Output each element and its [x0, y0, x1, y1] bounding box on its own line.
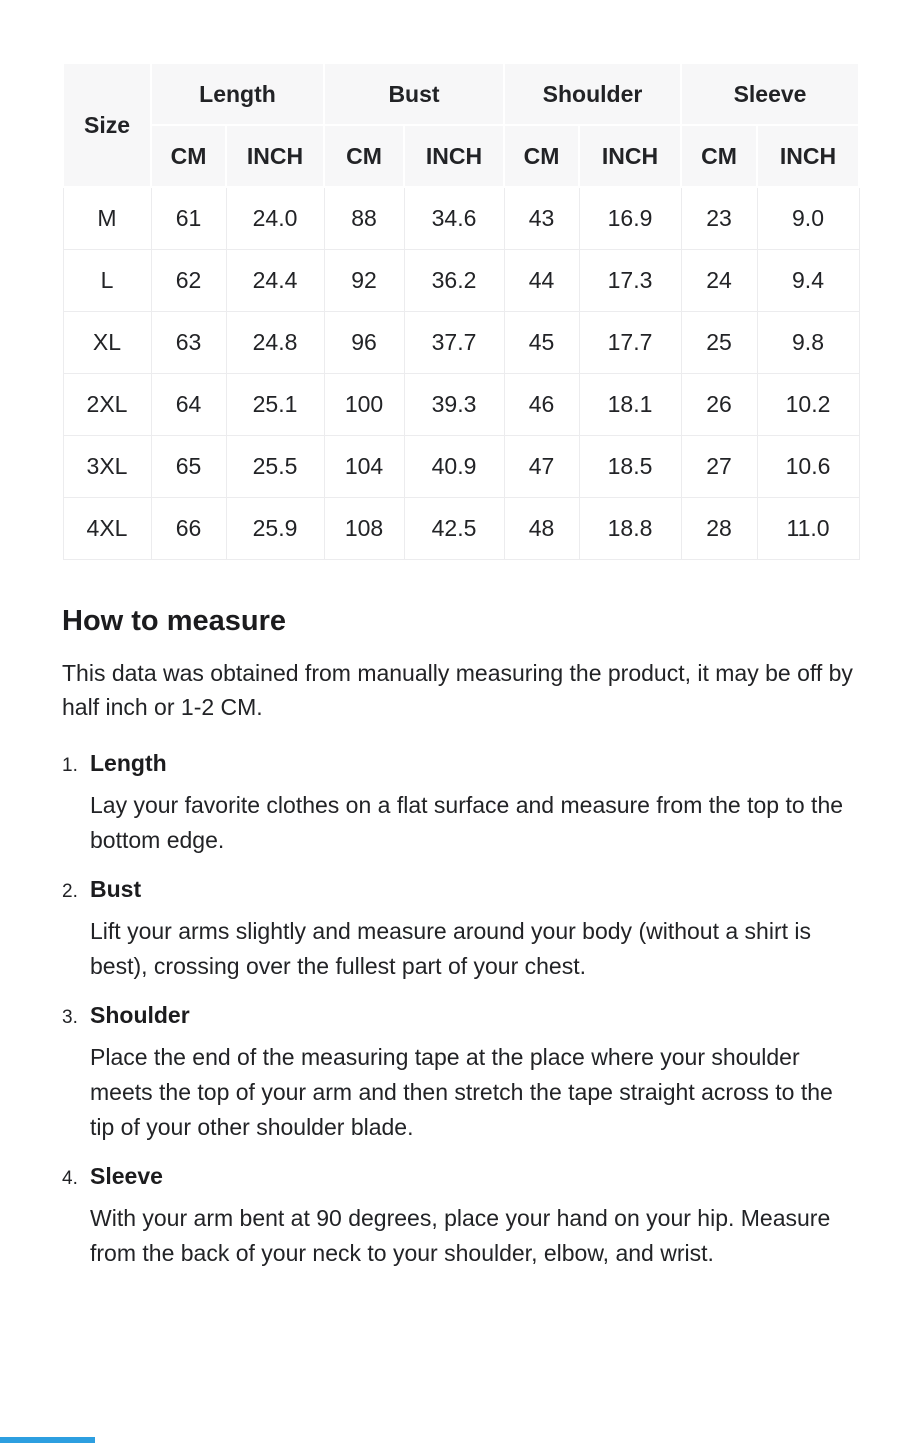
value-cell: 9.0	[757, 187, 859, 249]
size-cell: M	[63, 187, 151, 249]
size-cell: 4XL	[63, 497, 151, 559]
value-cell: 18.5	[579, 435, 681, 497]
list-item-term: Shoulder	[90, 1001, 190, 1028]
value-cell: 23	[681, 187, 757, 249]
column-header-cm: CM	[681, 125, 757, 187]
value-cell: 24.0	[226, 187, 324, 249]
column-header-inch: INCH	[404, 125, 504, 187]
column-group-shoulder: Shoulder	[504, 63, 681, 125]
value-cell: 100	[324, 373, 404, 435]
table-row	[63, 373, 859, 435]
value-cell: 66	[151, 497, 226, 559]
value-cell: 104	[324, 435, 404, 497]
value-cell: 96	[324, 311, 404, 373]
value-cell: 9.8	[757, 311, 859, 373]
value-cell: 34.6	[404, 187, 504, 249]
value-cell: 18.1	[579, 373, 681, 435]
value-cell: 48	[504, 497, 579, 559]
value-cell: 25.5	[226, 435, 324, 497]
column-header-cm: CM	[324, 125, 404, 187]
column-group-sleeve: Sleeve	[681, 63, 859, 125]
value-cell: 44	[504, 249, 579, 311]
list-item-number: 2.	[62, 880, 78, 902]
value-cell: 9.4	[757, 249, 859, 311]
list-item-term: Bust	[90, 875, 142, 902]
value-cell: 61	[151, 187, 226, 249]
value-cell: 26	[681, 373, 757, 435]
value-cell: 43	[504, 187, 579, 249]
value-cell: 65	[151, 435, 226, 497]
value-cell: 24	[681, 249, 757, 311]
list-item-bust	[62, 876, 858, 984]
value-cell: 37.7	[404, 311, 504, 373]
value-cell: 88	[324, 187, 404, 249]
column-header-inch: INCH	[579, 125, 681, 187]
value-cell: 108	[324, 497, 404, 559]
column-group-bust: Bust	[324, 63, 504, 125]
value-cell: 25.1	[226, 373, 324, 435]
column-header-cm: CM	[151, 125, 226, 187]
list-item-number: 1.	[62, 754, 78, 776]
table-header-unit-row	[63, 125, 859, 187]
value-cell: 92	[324, 249, 404, 311]
column-header-cm: CM	[504, 125, 579, 187]
value-cell: 46	[504, 373, 579, 435]
list-item-term: Sleeve	[90, 1162, 163, 1189]
value-cell: 47	[504, 435, 579, 497]
value-cell: 17.3	[579, 249, 681, 311]
size-cell: L	[63, 249, 151, 311]
value-cell: 63	[151, 311, 226, 373]
value-cell: 10.2	[757, 373, 859, 435]
value-cell: 39.3	[404, 373, 504, 435]
list-item-sleeve	[62, 1163, 858, 1271]
value-cell: 18.8	[579, 497, 681, 559]
value-cell: 16.9	[579, 187, 681, 249]
value-cell: 11.0	[757, 497, 859, 559]
value-cell: 62	[151, 249, 226, 311]
list-item-length	[62, 750, 858, 858]
table-header-group-row	[63, 63, 859, 125]
how-to-measure-intro: This data was obtained from manually measuring the product, it may be off by half inch or 1-2 CM.	[62, 659, 853, 720]
value-cell: 27	[681, 435, 757, 497]
table-row	[63, 435, 859, 497]
list-item-number: 3.	[62, 1006, 78, 1028]
value-cell: 42.5	[404, 497, 504, 559]
size-cell: 3XL	[63, 435, 151, 497]
scrollbar-thumb[interactable]	[0, 1437, 95, 1443]
column-header-inch: INCH	[226, 125, 324, 187]
column-header-size: Size	[63, 63, 151, 187]
table-row	[63, 497, 859, 559]
list-item-shoulder	[62, 1002, 858, 1145]
how-to-measure-title: How to measure	[62, 604, 286, 637]
value-cell: 45	[504, 311, 579, 373]
column-header-inch: INCH	[757, 125, 859, 187]
value-cell: 64	[151, 373, 226, 435]
value-cell: 10.6	[757, 435, 859, 497]
list-item-description: Lift your arms slightly and measure around your body (without a shirt is best), crossing over the fullest part of your chest.	[90, 917, 811, 979]
value-cell: 25.9	[226, 497, 324, 559]
table-row	[63, 187, 859, 249]
table-row	[63, 311, 859, 373]
value-cell: 17.7	[579, 311, 681, 373]
measure-steps-list	[62, 750, 858, 1271]
list-item-description: Place the end of the measuring tape at the place where your shoulder meets the top of your arm and then stretch the tape straight across to the tip of your other shoulder blade.	[90, 1043, 833, 1140]
value-cell: 24.4	[226, 249, 324, 311]
value-cell: 28	[681, 497, 757, 559]
table-row	[63, 249, 859, 311]
size-cell: XL	[63, 311, 151, 373]
value-cell: 25	[681, 311, 757, 373]
value-cell: 40.9	[404, 435, 504, 497]
list-item-description: Lay your favorite clothes on a flat surface and measure from the top to the bottom edge.	[90, 791, 844, 853]
list-item-term: Length	[90, 749, 167, 776]
column-group-length: Length	[151, 63, 324, 125]
size-chart-table	[62, 62, 860, 560]
value-cell: 36.2	[404, 249, 504, 311]
size-cell: 2XL	[63, 373, 151, 435]
value-cell: 24.8	[226, 311, 324, 373]
list-item-description: With your arm bent at 90 degrees, place your hand on your hip. Measure from the back of your neck to your shoulder, elbow, and wrist.	[90, 1204, 831, 1266]
list-item-number: 4.	[62, 1167, 78, 1189]
